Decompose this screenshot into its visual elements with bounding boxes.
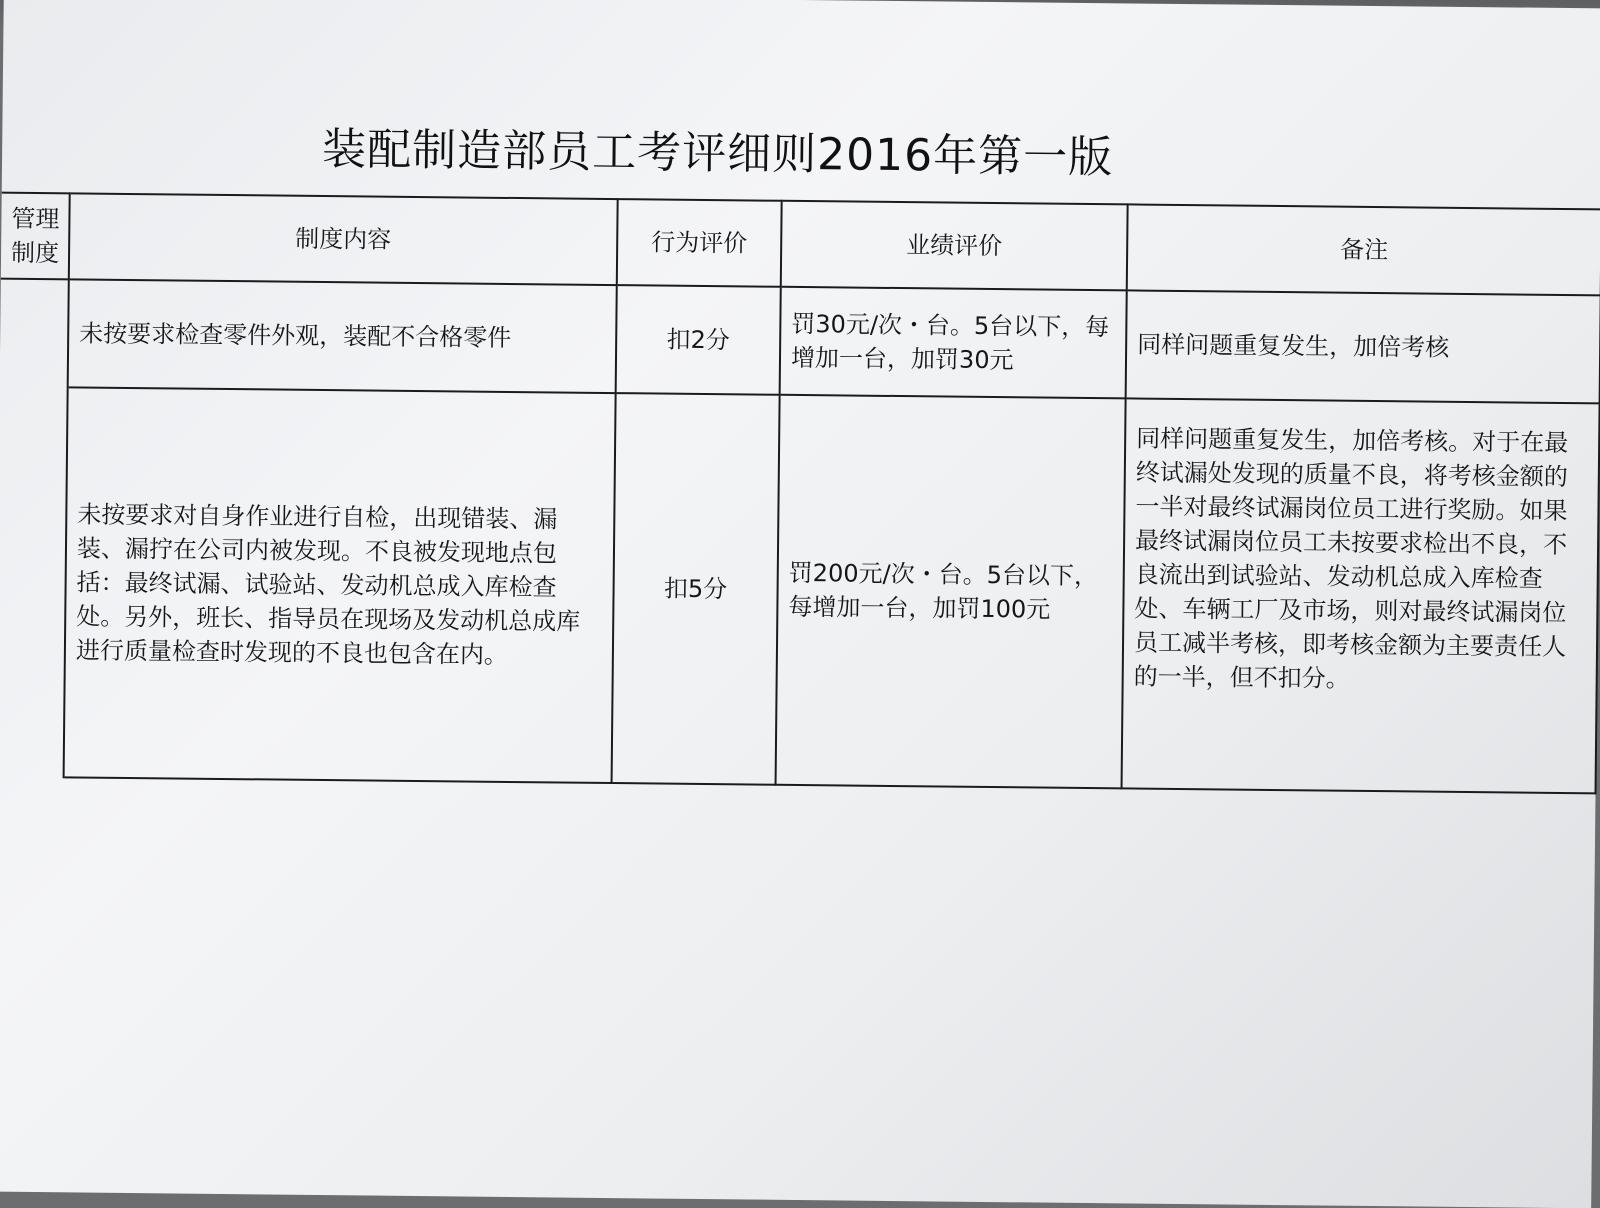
row-1-remarks: 同样问题重复发生，加倍考核 (1126, 290, 1600, 403)
row-2-remarks: 同样问题重复发生，加倍考核。对于在最终试漏处发现的质量不良，将考核金额的一半对最终试漏岗位员工进行奖励。如果最终试漏岗位员工未按要求检出不良，不良流出到试验站、发动机总成入库检查处、车辆工厂及市场，则对最终试漏岗位员工减半考核，即考核金额为主要责任人的一半，但不扣分。 (1122, 398, 1600, 793)
row-2-performance: 罚200元/次・台。5台以下，每增加一台，加罚100元 (776, 395, 1126, 789)
header-side-label: 管理制度 (10, 204, 60, 268)
header-performance: 业绩评价 (781, 201, 1128, 291)
header-behavior: 行为评价 (617, 199, 782, 287)
row-2-content: 未按要求对自身作业进行自检，出现错装、漏装、漏拧在公司内被发现。不良被发现地点包括：最终试漏、试验站、发动机总成入库检查处。另外，班长、指导员在现场及发动机总成库进行质量检查时发现的不良也包含在内。 (64, 387, 616, 783)
row-1-performance: 罚30元/次・台。5台以下，每增加一台，加罚30元 (780, 287, 1127, 399)
header-remarks: 备注 (1127, 204, 1600, 295)
row-2-behavior: 扣5分 (612, 393, 780, 785)
side-cell (0, 279, 69, 388)
table-row (0, 387, 1600, 794)
table-header-row (1, 193, 1600, 296)
header-management-system (1, 193, 70, 280)
document-title: 装配制造部员工考评细则2016年第一版 (321, 123, 1114, 184)
row-1-content: 未按要求检查零件外观，装配不合格零件 (68, 279, 617, 393)
header-content: 制度内容 (69, 193, 618, 285)
side-cell (0, 387, 68, 778)
evaluation-table (0, 192, 1600, 795)
table-row (0, 279, 1600, 404)
row-1-behavior: 扣2分 (616, 285, 781, 395)
